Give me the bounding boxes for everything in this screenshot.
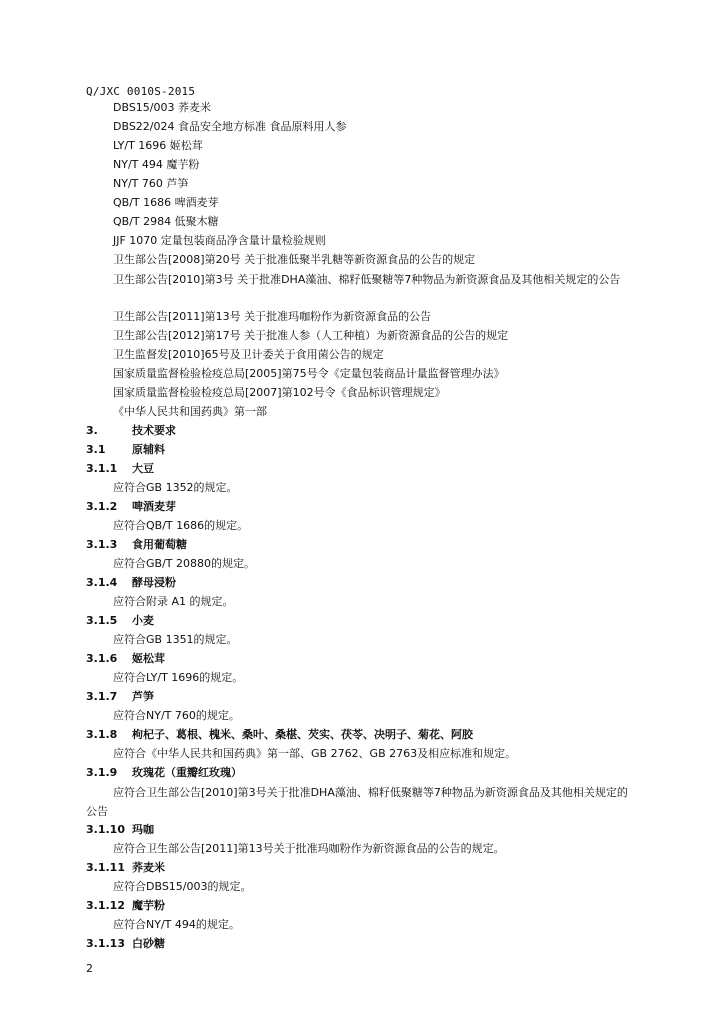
subsection-number: 3.1.12 [86,899,125,912]
reference-item: 国家质量监督检验检疫总局[2007]第102号令《食品标识管理规定》 [113,386,446,399]
subsection-heading [86,899,165,913]
subsection-number: 3.1.10 [86,823,125,836]
subsection-text: 应符合DBS15/003的规定。 [113,880,252,893]
subsection-title: 玛咖 [132,823,154,836]
subsection-heading [86,861,165,875]
reference-item: 卫生部公告[2011]第13号 关于批准玛咖粉作为新资源食品的公告 [113,310,432,323]
subsection-title: 荞麦米 [132,861,165,874]
subsection-title: 芦笋 [132,690,154,703]
subsection-title: 白砂糖 [132,937,165,950]
subsection-title: 玫瑰花（重瓣红玫瑰） [132,766,242,779]
reference-item: JJF 1070 定量包装商品净含量计量检验规则 [113,234,326,247]
subsection-heading [86,538,187,552]
section-heading [86,443,165,457]
subsection-number: 3.1.3 [86,538,118,551]
subsection-heading [86,728,473,742]
subsection-number: 3.1.7 [86,690,118,703]
subsection-title: 魔芋粉 [132,899,165,912]
subsection-text-wrapped: 应符合卫生部公告[2010]第3号关于批准DHA藻油、棉籽低聚糖等7种物品为新资源食品及其他相关规定的公告 [86,786,628,818]
subsection-text: 应符合附录 A1 的规定。 [113,595,234,608]
subsection-title: 食用葡萄糖 [132,538,187,551]
subsection-number: 3.1.6 [86,652,118,665]
section-number: 3.1 [86,443,106,456]
subsection-heading [86,690,154,704]
reference-item-wrapped: 卫生部公告[2010]第3号 关于批准DHA藻油、棉籽低聚糖等7种物品为新资源食品及其他相关规定的公告 [113,273,621,286]
subsection-number: 3.1.4 [86,576,118,589]
subsection-heading [86,652,165,666]
reference-item: DBS15/003 荞麦米 [113,101,212,114]
subsection-title: 枸杞子、葛根、槐米、桑叶、桑椹、芡实、茯苓、决明子、菊花、阿胶 [132,728,473,741]
subsection-text: 应符合LY/T 1696的规定。 [113,671,244,684]
subsection-number: 3.1.5 [86,614,118,627]
reference-item: 卫生部公告[2008]第20号 关于批准低聚半乳糖等新资源食品的公告的规定 [113,253,476,266]
subsection-text: 应符合GB 1351的规定。 [113,633,238,646]
subsection-heading [86,766,242,780]
subsection-title: 啤酒麦芽 [132,500,176,513]
subsection-heading [86,937,165,951]
subsection-title: 大豆 [132,462,154,475]
subsection-heading [86,823,154,837]
subsection-title: 小麦 [132,614,154,627]
subsection-text: 应符合GB 1352的规定。 [113,481,238,494]
subsection-text: 应符合QB/T 1686的规定。 [113,519,249,532]
section-title: 原辅料 [132,443,165,456]
reference-item: NY/T 494 魔芋粉 [113,158,200,171]
subsection-text: 应符合NY/T 760的规定。 [113,709,240,722]
subsection-title: 姬松茸 [132,652,165,665]
reference-item: DBS22/024 食品安全地方标准 食品原料用人参 [113,120,347,133]
subsection-text: 应符合卫生部公告[2011]第13号关于批准玛咖粉作为新资源食品的公告的规定。 [113,842,505,855]
reference-item: LY/T 1696 姬松茸 [113,139,203,152]
subsection-number: 3.1.8 [86,728,118,741]
subsection-heading [86,500,176,514]
section-number: 3. [86,424,98,437]
subsection-number: 3.1.13 [86,937,125,950]
reference-item: 《中华人民共和国药典》第一部 [113,405,267,418]
subsection-text: 应符合NY/T 494的规定。 [113,918,240,931]
section-heading [86,424,176,438]
subsection-text: 应符合GB/T 20880的规定。 [113,557,255,570]
subsection-number: 3.1.9 [86,766,118,779]
subsection-number: 3.1.2 [86,500,118,513]
document-id: Q/JXC 0010S-2015 [86,85,196,98]
subsection-heading [86,614,154,628]
reference-item: QB/T 2984 低聚木糖 [113,215,219,228]
reference-item: 卫生部公告[2012]第17号 关于批准人参（人工种植）为新资源食品的公告的规定 [113,329,509,342]
page-number: 2 [86,962,93,975]
reference-item: 国家质量监督检验检疫总局[2005]第75号令《定量包装商品计量监督管理办法》 [113,367,505,380]
subsection-heading [86,462,154,476]
reference-item: 卫生监督发[2010]65号及卫计委关于食用菌公告的规定 [113,348,384,361]
subsection-title: 酵母浸粉 [132,576,176,589]
subsection-number: 3.1.1 [86,462,118,475]
subsection-heading [86,576,176,590]
reference-item: NY/T 760 芦笋 [113,177,189,190]
subsection-number: 3.1.11 [86,861,125,874]
section-title: 技术要求 [132,424,176,437]
subsection-text: 应符合《中华人民共和国药典》第一部、GB 2762、GB 2763及相应标准和规定。 [113,747,517,760]
reference-item: QB/T 1686 啤酒麦芽 [113,196,219,209]
